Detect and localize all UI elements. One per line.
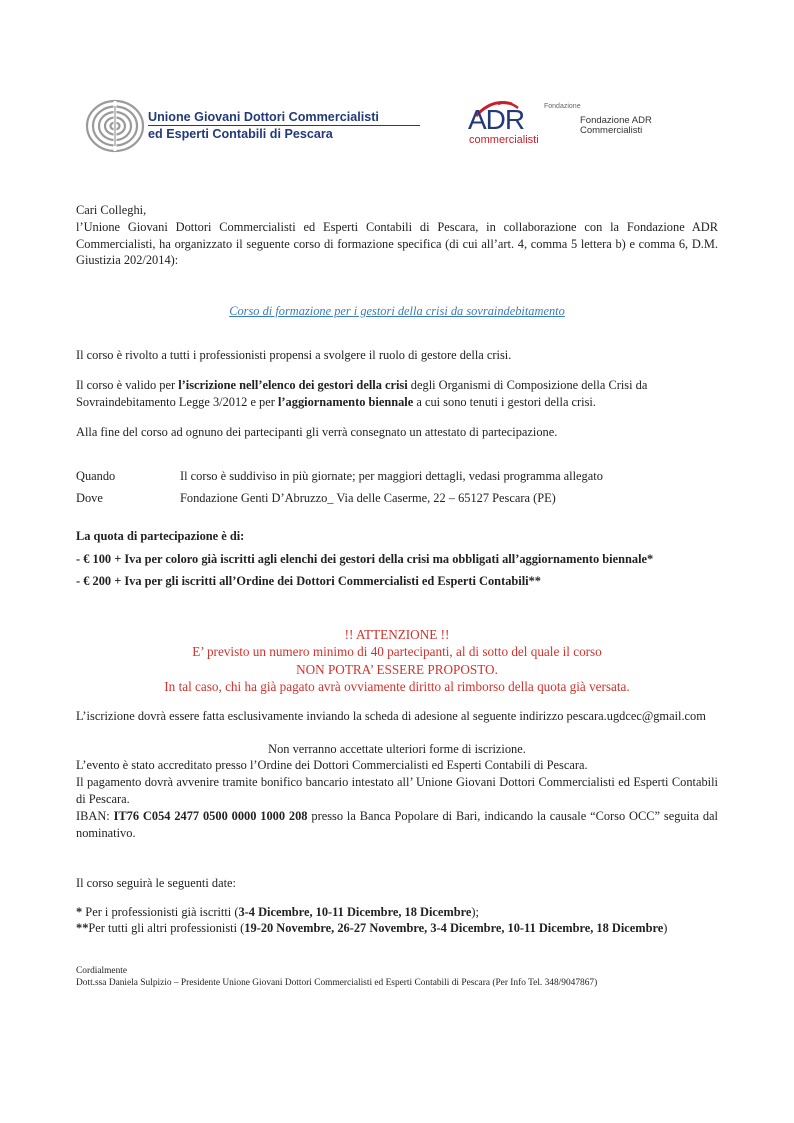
ugdcec-logo xyxy=(84,98,424,154)
logo-divider xyxy=(148,125,420,126)
detail-label-when: Quando xyxy=(76,469,116,483)
adr-logo-sub: commercialisti xyxy=(469,134,539,146)
date2-text-c: ) xyxy=(663,921,668,935)
attention-heading: !! ATTENZIONE !! xyxy=(344,627,450,642)
no-other-forms: Non verranno accettate ulteriori forme di iscrizione. xyxy=(268,742,526,756)
validity-text-a: Il corso è valido per xyxy=(76,378,179,392)
date1-dates: 3-4 Dicembre, 10-11 Dicembre, 18 Dicembre xyxy=(238,905,472,919)
fee-line-2: - € 200 + Iva per gli iscritti all’Ordine dei Dottori Commercialisti ed Esperti Contabili** xyxy=(76,574,542,588)
course-title-link[interactable]: Corso di formazione per i gestori della crisi da sovraindebitamento xyxy=(229,304,565,318)
closing: Cordialmente xyxy=(76,966,128,976)
attention-line-1: E’ previsto un numero minimo di 40 partecipanti, al di sotto del quale il corso xyxy=(192,644,602,660)
date1-mark: * xyxy=(76,905,83,919)
date-line-2 xyxy=(76,920,667,937)
adr-logo-small: Fondazione xyxy=(544,103,581,110)
ugdcec-logo-line2: ed Esperti Contabili di Pescara xyxy=(148,127,333,141)
paragraph-validity xyxy=(76,377,736,410)
validity-text-e: a cui sono tenuti i gestori della crisi. xyxy=(413,394,596,409)
detail-value-where: Fondazione Genti D’Abruzzo_ Via delle Caserme, 22 – 65127 Pescara (PE) xyxy=(180,491,556,505)
attention-box xyxy=(76,626,718,695)
iban-code: IT76 C054 2477 0500 0000 1000 208 xyxy=(113,809,308,823)
date-line-1 xyxy=(76,904,479,921)
course-title xyxy=(76,303,718,320)
detail-label-where: Dove xyxy=(76,491,103,505)
payment-text: Il pagamento dovrà avvenire tramite bonifico bancario intestato all’ Unione Giovani Dottori Commercialisti ed Esperti Contabili di Pescara. xyxy=(76,775,718,806)
iban-rest: presso la Banca Popolare di Bari, indicando la causale “Corso OCC” seguita dal nominativo. xyxy=(76,809,718,840)
validity-text-c: degli Organismi di Composizione della Crisi da Sovraindebitamento Legge 3/2012 e per xyxy=(76,378,648,409)
validity-text-d: l’aggiornamento biennale xyxy=(277,394,414,409)
signature: Dott.ssa Daniela Sulpizio – Presidente Unione Giovani Dottori Commercialisti ed Esperti Contabili di Pescara (Per Info Tel. 348/9047867) xyxy=(76,978,598,988)
paragraph-certificate: Alla fine del corso ad ognuno dei partecipanti gli verrà consegnato un attestato di partecipazione. xyxy=(76,425,558,439)
attention-line-2: NON POTRA’ ESSERE PROPOSTO. xyxy=(296,661,498,677)
iban-label: IBAN: xyxy=(76,809,114,823)
adr-logo-side2: Commercialisti xyxy=(580,125,643,136)
date2-text-a: Per tutti gli altri professionisti ( xyxy=(88,921,245,935)
greeting: Cari Colleghi, xyxy=(76,203,147,217)
date1-text-a: Per i professionisti già iscritti ( xyxy=(82,905,239,919)
ugdcec-logo-line1: Unione Giovani Dottori Commercialisti xyxy=(148,110,379,124)
adr-logo-side1: Fondazione ADR xyxy=(580,115,652,126)
fee-title: La quota di partecipazione è di: xyxy=(76,529,245,543)
date2-dates: 19-20 Novembre, 26-27 Novembre, 3-4 Dicembre, 10-11 Dicembre, 18 Dicembre xyxy=(244,921,664,935)
iban-text xyxy=(76,808,718,841)
attention-line-3: In tal caso, chi ha già pagato avrà ovviamente diritto al rimborso della quota già versata. xyxy=(164,678,630,694)
date2-mark: ** xyxy=(76,921,89,935)
adr-logo-big: ADR xyxy=(468,104,525,135)
detail-value-when: Il corso è suddiviso in più giornate; per maggiori dettagli, vedasi programma allegato xyxy=(180,469,603,483)
intro-paragraph: l’Unione Giovani Dottori Commercialisti ed Esperti Contabili di Pescara, in collaborazione con la Fondazione ADR Commercialisti, ha organizzato il seguente corso di formazione specifica (di cui all’art. 4, comma 5 lettera b) e comma 6, D.M. Giustizia 202/2014): xyxy=(76,220,718,268)
validity-text-b: l’iscrizione nell’elenco dei gestori della crisi xyxy=(178,378,408,392)
fee-line-1: - € 100 + Iva per coloro già iscritti agli elenchi dei gestori della crisi ma obbligati all’aggiornamento biennale* xyxy=(76,552,654,566)
dates-intro: Il corso seguirà le seguenti date: xyxy=(76,876,236,890)
registration-text: L’iscrizione dovrà essere fatta esclusivamente inviando la scheda di adesione al seguente indirizzo pescara.ugdcec@gmail.com xyxy=(76,709,706,723)
adr-logo xyxy=(466,98,676,150)
accredited-text: L’evento è stato accreditato presso l’Ordine dei Dottori Commercialisti ed Esperti Contabili di Pescara. xyxy=(76,758,588,772)
paragraph-target: Il corso è rivolto a tutti i professionisti propensi a svolgere il ruolo di gestore della crisi. xyxy=(76,348,512,362)
labyrinth-icon xyxy=(84,98,146,154)
date1-text-c: ); xyxy=(471,905,479,919)
